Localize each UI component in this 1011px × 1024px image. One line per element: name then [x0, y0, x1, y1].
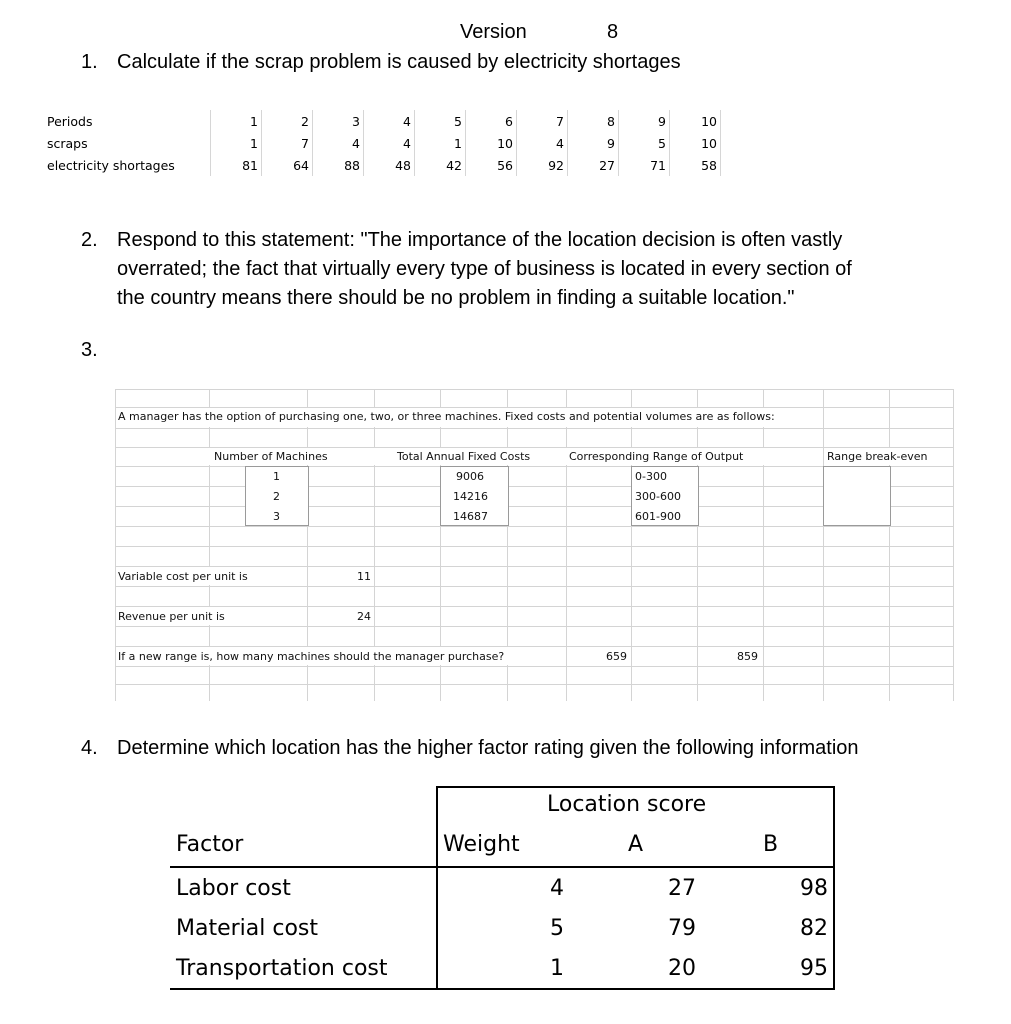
- cell: 8: [568, 110, 619, 132]
- variable-cost-value: 11: [357, 570, 371, 583]
- cell: 1: [211, 110, 262, 132]
- cell: 7: [517, 110, 568, 132]
- revenue-value: 24: [357, 610, 371, 623]
- factor-name: Material cost: [176, 916, 319, 941]
- row-label: electricity shortages: [44, 154, 211, 176]
- new-range-high: 859: [737, 650, 758, 663]
- cell: 71: [619, 154, 670, 176]
- cell: 58: [670, 154, 721, 176]
- cell: 1: [415, 132, 466, 154]
- fixed-cost-value: 9006: [456, 470, 484, 483]
- variable-cost-label: Variable cost per unit is: [118, 570, 248, 583]
- cell: 64: [262, 154, 313, 176]
- cell: 92: [517, 154, 568, 176]
- question-4-number: 4.: [81, 737, 98, 759]
- output-range-value: 601-900: [635, 510, 681, 523]
- question-1-text: Calculate if the scrap problem is caused by electricity shortages: [117, 51, 681, 73]
- table-row: [44, 110, 721, 132]
- question-3-number: 3.: [81, 339, 98, 361]
- factor-name: Transportation cost: [176, 956, 388, 981]
- score-a: 20: [668, 956, 696, 981]
- factor-name: Labor cost: [176, 876, 291, 901]
- question-2-line-3: the country means there should be no problem in finding a suitable location.": [117, 287, 795, 309]
- output-range-value: 300-600: [635, 490, 681, 503]
- cell: 1: [211, 132, 262, 154]
- score-b: 95: [800, 956, 828, 981]
- cell: 81: [211, 154, 262, 176]
- factor-weight: 1: [550, 956, 564, 981]
- location-a-header: A: [628, 832, 644, 857]
- cell: 6: [466, 110, 517, 132]
- factor-weight: 4: [550, 876, 564, 901]
- col-header-range-breakeven: Range break-even: [827, 450, 928, 463]
- cell: 4: [517, 132, 568, 154]
- cell: 4: [364, 110, 415, 132]
- cell: 10: [670, 110, 721, 132]
- cell: 9: [568, 132, 619, 154]
- cell: 4: [313, 132, 364, 154]
- cell: 27: [568, 154, 619, 176]
- cell: 9: [619, 110, 670, 132]
- row-label: scraps: [44, 132, 211, 154]
- revenue-label: Revenue per unit is: [118, 610, 225, 623]
- machines-value: 3: [273, 510, 280, 523]
- cell: 10: [466, 132, 517, 154]
- q3-intro: A manager has the option of purchasing one, two, or three machines. Fixed costs and potential volumes are as follows:: [118, 410, 775, 423]
- cell: 5: [619, 132, 670, 154]
- machines-value: 1: [273, 470, 280, 483]
- new-range-low: 659: [606, 650, 627, 663]
- new-range-question: If a new range is, how many machines should the manager purchase?: [118, 650, 505, 663]
- question-2-line-1: Respond to this statement: "The importance of the location decision is often vastly: [117, 229, 843, 251]
- question-2: [81, 226, 981, 316]
- score-a: 27: [668, 876, 696, 901]
- table-row: [44, 154, 721, 176]
- location-score-header: Location score: [547, 792, 707, 817]
- factor-weight: 5: [550, 916, 564, 941]
- cell: 42: [415, 154, 466, 176]
- fixed-cost-value: 14216: [453, 490, 488, 503]
- question-1-number: 1.: [81, 51, 98, 73]
- score-b: 98: [800, 876, 828, 901]
- version-label: Version: [460, 21, 527, 43]
- scrap-electricity-table: [44, 110, 721, 176]
- row-label: Periods: [44, 110, 211, 132]
- cell: 56: [466, 154, 517, 176]
- factor-header: Factor: [176, 832, 244, 857]
- cell: 88: [313, 154, 364, 176]
- output-range-value: 0-300: [635, 470, 667, 483]
- col-header-machines: Number of Machines: [214, 450, 328, 463]
- weight-header: Weight: [443, 832, 520, 857]
- cell: 7: [262, 132, 313, 154]
- question-4-text: Determine which location has the higher factor rating given the following information: [117, 737, 859, 759]
- cell: 4: [364, 132, 415, 154]
- score-b: 82: [800, 916, 828, 941]
- table-row: [44, 132, 721, 154]
- score-a: 79: [668, 916, 696, 941]
- cell: 48: [364, 154, 415, 176]
- col-header-fixed-costs: Total Annual Fixed Costs: [397, 450, 531, 463]
- cell: 2: [262, 110, 313, 132]
- cell: 5: [415, 110, 466, 132]
- question-2-number: 2.: [81, 229, 98, 251]
- version-number: 8: [607, 21, 619, 43]
- fixed-cost-value: 14687: [453, 510, 488, 523]
- machines-value: 2: [273, 490, 280, 503]
- cell: 3: [313, 110, 364, 132]
- location-b-header: B: [763, 832, 779, 857]
- breakeven-answer-box[interactable]: [823, 466, 891, 526]
- col-header-output-range: Corresponding Range of Output: [569, 450, 744, 463]
- cell: 10: [670, 132, 721, 154]
- question-2-line-2: overrated; the fact that virtually every type of business is located in every section of: [117, 258, 852, 280]
